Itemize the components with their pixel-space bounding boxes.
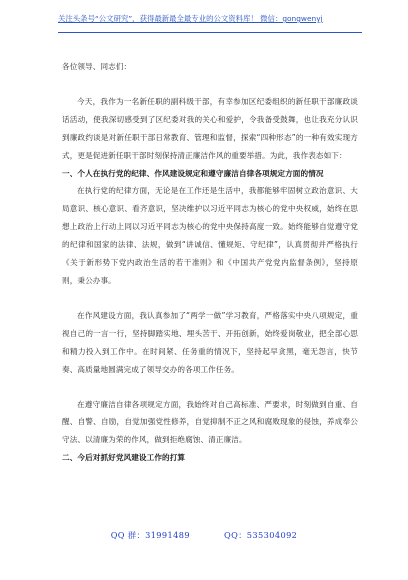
qq-group-number: QQ 群：31991489 bbox=[110, 530, 190, 540]
section-heading-1: 一、个人在执行党的纪律、作风建设规定和遵守廉洁自律各项规定方面的情况 bbox=[62, 168, 324, 178]
footer-contact bbox=[0, 530, 408, 541]
header-banner-link[interactable]: 关注头条号“公文研究”，获得最新最全最专业的公文资料库！ 微信：gongwenyj bbox=[58, 14, 323, 23]
discipline-paragraph: 在执行党的纪律方面，无论是在工作还是生活中，我都能够牢固树立政治意识、大局意识、核心意识、看齐意识，坚决维护以习近平同志为核心的党中央权威，始终在思想上政治上行动上同以习近平同志为核心的党中央保持高度一致。始终能够自觉遵守党的纪律和国家的法律、法规，做到“讲诚信、懂规矩、守纪律”，认真贯彻并严格执行《关于新形势下党内政治生活的若干准则》和《中国共产党党内监督条例》，坚持原则，秉公办事。 bbox=[62, 186, 358, 285]
intro-paragraph: 今天，我作为一名新任职的副科级干部，有幸参加区纪委组织的新任职干部廉政谈话活动，使我深切感受到了区纪委对我的关心和爱护，令我备受鼓舞，也让我充分认识到廉政约谈是对新任职干部日常教育、管理和监督，探索“四种形态”的一种有效实现方式，更是促进新任职干部时刻保持清正廉洁作风的重要举措。为此，我作表态如下： bbox=[62, 96, 358, 160]
greeting: 各位领导、同志们： bbox=[62, 62, 132, 71]
header-divider bbox=[58, 32, 362, 33]
blank-line bbox=[62, 76, 358, 93]
blank-line bbox=[62, 290, 358, 307]
document-body bbox=[62, 58, 358, 467]
section-heading-2: 二、今后对抓好党风建设工作的打算 bbox=[62, 453, 186, 463]
qq-number: QQ：535304092 bbox=[224, 530, 298, 540]
style-paragraph: 在作风建设方面，我认真参加了“两学一做”学习教育，严格落实中央八项规定，重视自己的一言一行，坚持脚踏实地、埋头苦干、开拓创新，始终爱岗敬业，把全部心思和精力投入到工作中。在时间紧、任务重的情况下，坚持起早贪黑，毫无怨言，快节奏、高质量地圆满完成了领导交办的各项工作任务。 bbox=[62, 310, 358, 374]
blank-line bbox=[62, 379, 358, 396]
integrity-paragraph: 在遵守廉洁自律各项规定方面，我始终对自己高标准、严要求，时刻做到自重、自醒、自警、自励，自觉加强党性修养，自觉抑制不正之风和腐败现象的侵蚀，养成奉公守法、以清廉为荣的作风，做到拒绝腐蚀、清正廉洁。 bbox=[62, 399, 358, 445]
